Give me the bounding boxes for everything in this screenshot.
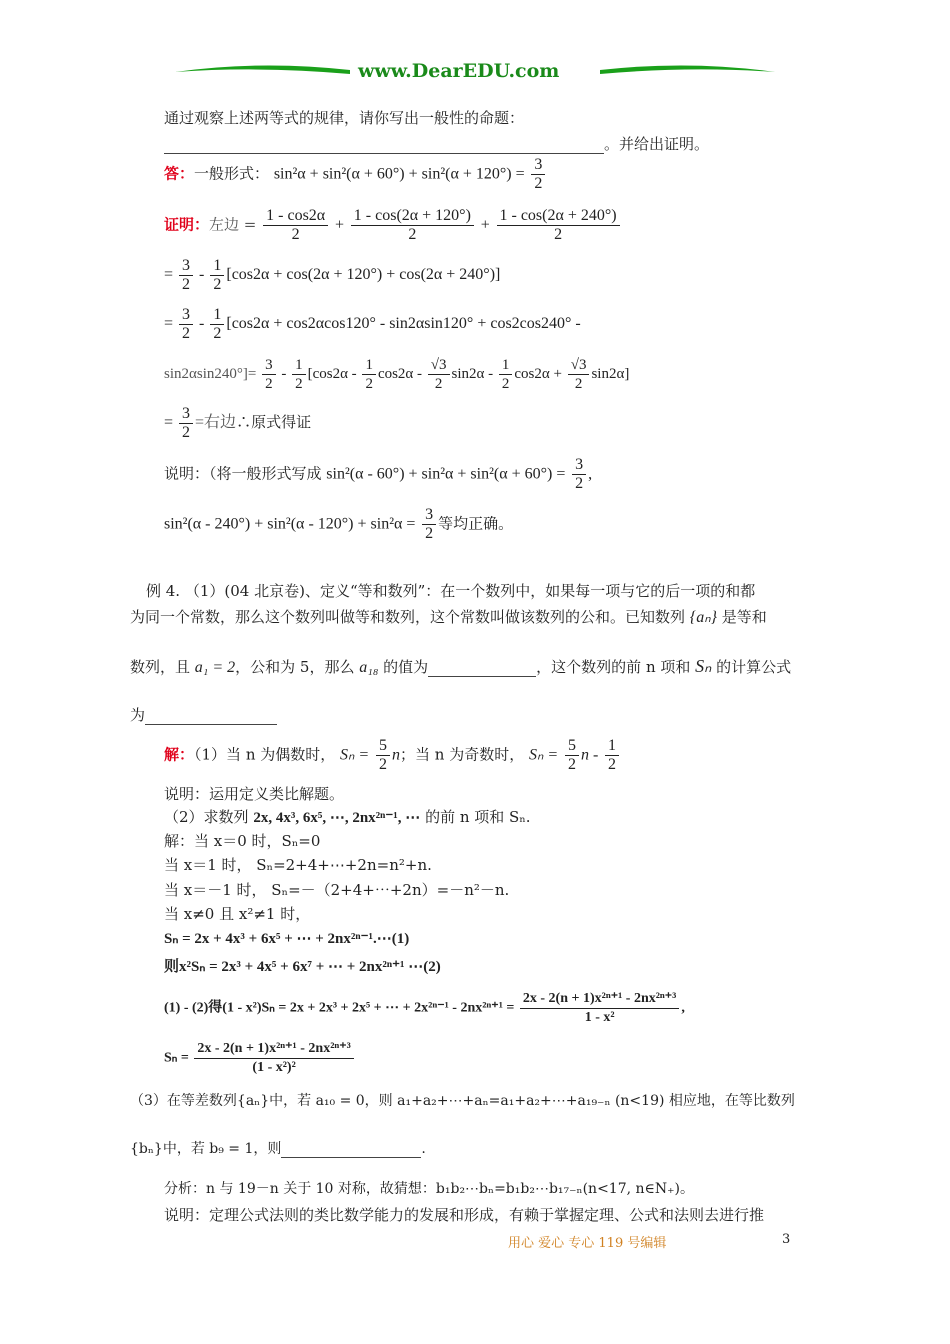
solution-label: 解： (164, 745, 195, 764)
text-fragment: 的前 n 项和 Sₙ. (425, 808, 531, 826)
proof-step-2 (164, 306, 581, 343)
example4-line3 (130, 656, 791, 677)
answer-line (164, 156, 547, 193)
fraction: $\frac{√3}{2}$ (568, 356, 590, 393)
fraction: $\frac{1 - \cos(2\alpha + 120^\circ)}{2}$ (351, 207, 474, 244)
proof-step-1 (164, 257, 500, 294)
text-fragment: ；当 n 为奇数时， (400, 745, 525, 764)
fraction: $\frac{3}{2}$ (531, 156, 545, 193)
formula: [cos2α + cos(2α + 120°) + cos(2α + 240°)] (226, 266, 501, 284)
equation-2: 则x²Sₙ = 2x³ + 4x⁵ + 6x⁷ + ⋯ + 2nx²ⁿ⁺¹ ⋯(2) (164, 959, 441, 975)
operator: - (199, 315, 205, 333)
text-fragment: {bₙ}中，若 b₉ = 1，则 (130, 1141, 282, 1157)
formula: sin²(α - 240°) + sin²(α - 120°) + sin²α = (164, 515, 416, 533)
example4-line2 (130, 606, 767, 627)
formula: sin²α + sin²(α + 60°) + sin²(α + 120°) = (273, 165, 525, 183)
part3-line2 (130, 1138, 426, 1158)
text-line: 解：当 x＝0 时，Sₙ=0 (164, 832, 321, 850)
fraction: $\frac{√3}{2}$ (428, 356, 450, 393)
formula: [cos2α - (307, 365, 357, 382)
text-fragment: 是等和 (721, 608, 767, 626)
formula: sin2α - (451, 365, 494, 382)
formula: n - (580, 746, 599, 764)
text-line: 说明：定理公式法则的类比数学能力的发展和形成，有赖于掌握定理、公式和法则去进行推 (164, 1206, 765, 1224)
note-line-2 (164, 506, 513, 543)
answer-blank (428, 660, 536, 677)
text-line: 通过观察上述两等式的规律，请你写出一般性的命题： (164, 109, 525, 127)
analysis-line: 分析：n 与 19－n 关于 10 对称，故猜想：b₁b₂⋯bₙ=b₁b₂⋯b₁₇₋ₙ(n<17, n∈N₊)。 (164, 1181, 694, 1197)
operator: - (199, 266, 205, 284)
site-logo: www.DearEDU.com (358, 60, 560, 82)
text-line: 当 x＝1 时， Sₙ=2+4+⋯+2n=n²+n. (164, 856, 432, 874)
formula: =右边 (195, 414, 237, 432)
proof-line (164, 207, 622, 244)
text-fragment: 为 (130, 706, 146, 724)
formula: a₁₈ (359, 659, 379, 676)
formula: n (392, 746, 400, 764)
text-fragment: ，公和为 5，那么 (235, 658, 355, 676)
answer-blank (164, 137, 604, 154)
formula: [cos2α + cos2αcos120° - sin2αsin120° + cos2cos240° - (226, 315, 581, 333)
formula: Sₙ (695, 656, 712, 676)
formula: a₁ = 2 (194, 659, 236, 676)
text-line: 说明：运用定义类比解题。 (164, 785, 345, 803)
operator: - (281, 365, 287, 382)
formula: cos2α - (377, 365, 423, 382)
formula: 2x, 4x³, 6x⁵, ⋯, 2nx²ⁿ⁻¹, ⋯ (253, 810, 421, 826)
text-fragment: 数列，且 (130, 658, 191, 676)
text-fragment: 的值为 (383, 658, 429, 676)
example4-line4 (130, 704, 277, 725)
fraction: $\frac{3}{2}$ (179, 306, 193, 343)
formula: {aₙ} (689, 609, 717, 626)
formula: Sₙ = (164, 1050, 189, 1066)
fraction: $\frac{3}{2}$ (572, 456, 586, 493)
fraction: $\frac{1}{2}$ (210, 257, 224, 294)
fraction: $\frac{1}{2}$ (499, 356, 513, 393)
text-fragment: 一般形式： (194, 164, 270, 183)
formula: sin²(α - 60°) + sin²α + sin²(α + 60°) = (326, 465, 566, 483)
text-fragment: . (421, 1141, 426, 1157)
fraction: $\frac{1}{2}$ (362, 356, 376, 393)
fraction: $\frac{1 - \cos(2\alpha + 240^\circ)}{2}$ (497, 207, 620, 244)
text-fragment: （2）求数列 (164, 808, 249, 826)
proof-step-3 (164, 356, 629, 393)
fraction: $\frac{1}{2}$ (210, 306, 224, 343)
fraction: $\frac{1 - \cos 2\alpha}{2}$ (263, 207, 328, 244)
equation-3 (164, 990, 685, 1027)
fraction: $\frac{1}{2}$ (605, 737, 619, 774)
text-line: 当 x≠0 且 x²≠1 时， (164, 905, 311, 923)
operator: + (334, 216, 344, 234)
part3-line1: （3）在等差数列{aₙ}中，若 a₁₀ = 0，则 a₁+a₂+⋯+aₙ=a₁+a₂+⋯+a₁₉₋ₙ (n<19) 相应地，在等比数列 (130, 1093, 795, 1109)
fraction: $\frac{\text{2x - 2(n + 1)x²ⁿ⁺¹ - 2nx²ⁿ⁺³}}{\text{1 - x²}}$ (520, 990, 680, 1027)
fraction: $\frac{5}{2}$ (565, 737, 579, 774)
formula: cos2α + (514, 365, 562, 382)
proof-step-4 (164, 405, 311, 442)
operator: + (480, 216, 490, 234)
note-line-1 (164, 456, 592, 493)
equation-1: Sₙ = 2x + 4x³ + 6x⁵ + ⋯ + 2nx²ⁿ⁻¹.⋯(1) (164, 931, 410, 947)
text-fragment: ，这个数列的前 n 项和 (536, 658, 691, 676)
operator: = (164, 315, 174, 333)
page-number: 3 (782, 1232, 791, 1247)
fraction: $\frac{\text{2x - 2(n + 1)x²ⁿ⁺¹ - 2nx²ⁿ⁺³}}{\text{(1 - x²)²}}$ (194, 1040, 354, 1077)
text-fragment: 说明：（将一般形式写成 (164, 464, 322, 483)
answer-label: 答： (164, 164, 195, 183)
text-fragment: , (681, 1000, 685, 1016)
fraction: $\frac{3}{2}$ (179, 405, 193, 442)
answer-blank (145, 708, 277, 725)
formula: (1) - (2)得(1 - x²)Sₙ = 2x + 2x³ + 2x⁵ + ⋯ + 2x²ⁿ⁻¹ - 2nx²ⁿ⁺¹ = (164, 1000, 515, 1016)
text-fragment: （1）当 n 为偶数时， (194, 745, 336, 764)
formula: Sₙ = (528, 746, 559, 764)
equation-4 (164, 1040, 356, 1077)
text-line: 当 x＝－1 时， Sₙ=－（2+4+⋯+2n）=－n²－n. (164, 881, 510, 899)
answer-blank (281, 1141, 421, 1158)
formula: sin2αsin240°]= (164, 365, 257, 382)
fraction: $\frac{3}{2}$ (179, 257, 193, 294)
text-fragment: , (588, 465, 593, 483)
proof-label: 证明： (164, 215, 210, 234)
text-fragment: 为同一个常数，那么这个数列叫做等和数列，这个常数叫做该数列的公和。已知数列 (130, 608, 686, 626)
footer-text: 用心 爱心 专心 119 号编辑 (508, 1236, 667, 1251)
operator: = (164, 266, 174, 284)
formula: Sₙ = (340, 746, 370, 764)
fraction: $\frac{3}{2}$ (422, 506, 436, 543)
text-fragment: 的计算公式 (716, 658, 792, 676)
fill-blank-line (164, 133, 709, 154)
part2-line (164, 806, 531, 827)
text-fragment: ∴原式得证 (236, 413, 312, 432)
text-fragment: 左边 = (209, 215, 257, 234)
operator: = (164, 414, 174, 432)
example4-line1: 例 4. （1）(04 北京卷)、定义“等和数列”：在一个数列中，如果每一项与它的后一项的和都 (146, 582, 756, 600)
fraction: $\frac{3}{2}$ (262, 356, 276, 393)
fraction: $\frac{1}{2}$ (292, 356, 306, 393)
text-fragment: 等均正确。 (438, 514, 514, 533)
formula: sin2α] (591, 365, 630, 382)
solution-line (164, 737, 621, 774)
text-fragment: 。并给出证明。 (604, 135, 710, 153)
fraction: $\frac{5}{2}$ (376, 737, 390, 774)
